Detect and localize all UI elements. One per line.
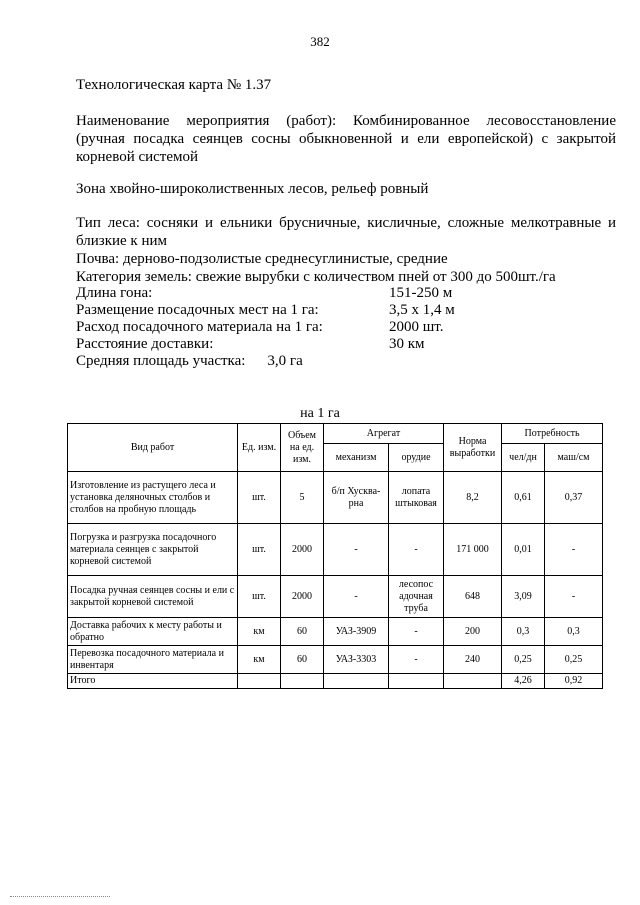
cell-mechanism: б/п Хускварна: [324, 472, 389, 524]
param-value: 3,5 x 1,4 м: [389, 302, 455, 318]
cell-tool: -: [389, 618, 444, 646]
cell-volume: 60: [281, 646, 324, 674]
cell-tool: -: [389, 524, 444, 576]
area-row: [76, 353, 616, 370]
table-row: [68, 576, 603, 618]
param-row: [76, 302, 616, 319]
cell-norm: 8,2: [444, 472, 502, 524]
header-aggregate: Агрегат: [324, 424, 444, 444]
header-man-days: чел/дн: [502, 444, 545, 472]
cell-unit: км: [238, 618, 281, 646]
header-work-type: Вид работ: [68, 424, 238, 472]
area-value: 3,0 га: [267, 353, 303, 369]
card-title: Технологическая карта № 1.37: [76, 77, 272, 93]
cell-work-name: Посадка ручная сеянцев сосны и ели с закрытой корневой системой: [68, 576, 238, 618]
site-conditions: [76, 214, 616, 286]
cell-volume: 5: [281, 472, 324, 524]
total-empty-cell: [389, 674, 444, 689]
header-norm: Норма выработки: [444, 424, 502, 472]
cell-unit: шт.: [238, 524, 281, 576]
cell-norm: 200: [444, 618, 502, 646]
cell-machine-shifts: -: [545, 576, 603, 618]
total-man-days: 4,26: [502, 674, 545, 689]
cell-unit: шт.: [238, 472, 281, 524]
header-tool: орудие: [389, 444, 444, 472]
total-row: [68, 674, 603, 689]
work-table: [67, 423, 603, 689]
cell-tool: лопата штыковая: [389, 472, 444, 524]
param-row: [76, 336, 616, 353]
param-label: Расстояние доставки:: [76, 336, 214, 352]
soil: Почва: дерново-подзолистые среднесуглинистые, средние: [76, 251, 448, 267]
forest-type: Тип леса: сосняки и ельники брусничные, кисличные, сложные мелкотравные и близкие к ним: [76, 215, 616, 249]
cell-volume: 60: [281, 618, 324, 646]
total-empty-cell: [324, 674, 389, 689]
table-row: [68, 646, 603, 674]
table-caption: на 1 га: [300, 406, 340, 421]
page-number: 382: [310, 34, 330, 49]
cell-man-days: 0,3: [502, 618, 545, 646]
cell-man-days: 0,61: [502, 472, 545, 524]
area-label: Средняя площадь участка:: [76, 353, 246, 369]
total-empty-cell: [444, 674, 502, 689]
cell-machine-shifts: 0,3: [545, 618, 603, 646]
zone-description: Зона хвойно-широколиственных лесов, рельеф ровный: [76, 181, 429, 197]
cell-norm: 240: [444, 646, 502, 674]
cell-mechanism: -: [324, 576, 389, 618]
cell-machine-shifts: -: [545, 524, 603, 576]
cell-work-name: Погрузка и разгрузка посадочного материала сеянцев с закрытой корневой системой: [68, 524, 238, 576]
table-row: [68, 472, 603, 524]
cell-mechanism: УАЗ-3909: [324, 618, 389, 646]
table-row: [68, 618, 603, 646]
param-value: 2000 шт.: [389, 319, 444, 335]
total-label: Итого: [68, 674, 238, 689]
param-label: Размещение посадочных мест на 1 га:: [76, 302, 319, 318]
cell-work-name: Изготовление из растущего леса и установка деляночных столбов и столбов на пробную площадь: [68, 472, 238, 524]
cell-volume: 2000: [281, 576, 324, 618]
cell-unit: шт.: [238, 576, 281, 618]
cell-norm: 171 000: [444, 524, 502, 576]
header-unit: Ед. изм.: [238, 424, 281, 472]
cell-volume: 2000: [281, 524, 324, 576]
param-label: Длина гона:: [76, 285, 153, 301]
total-empty-cell: [281, 674, 324, 689]
header-machine-shifts: маш/см: [545, 444, 603, 472]
param-value: 151-250 м: [389, 285, 453, 301]
cell-work-name: Перевозка посадочного материала и инвентаря: [68, 646, 238, 674]
table-row: [68, 524, 603, 576]
cell-norm: 648: [444, 576, 502, 618]
cell-machine-shifts: 0,37: [545, 472, 603, 524]
header-mechanism: механизм: [324, 444, 389, 472]
cell-man-days: 0,01: [502, 524, 545, 576]
cell-unit: км: [238, 646, 281, 674]
param-value: 30 км: [389, 336, 425, 352]
cell-tool: лесопос адочная труба: [389, 576, 444, 618]
cell-man-days: 3,09: [502, 576, 545, 618]
work-name: Наименование мероприятия (работ): Комбинированное лесовосстановление (ручная посадка сеянцев сосны обыкновенной и ели европейской) с закрытой корневой системой: [76, 113, 616, 165]
header-volume: Объем на ед. изм.: [281, 424, 324, 472]
total-machine-shifts: 0,92: [545, 674, 603, 689]
total-empty-cell: [238, 674, 281, 689]
header-need: Потребность: [502, 424, 603, 444]
cell-tool: -: [389, 646, 444, 674]
cell-mechanism: -: [324, 524, 389, 576]
param-label: Расход посадочного материала на 1 га:: [76, 319, 323, 335]
footnote-divider: [10, 896, 110, 897]
parameters-list: [76, 285, 616, 370]
land-category: Категория земель: свежие вырубки с количеством пней от 300 до 500шт./га: [76, 269, 556, 285]
cell-work-name: Доставка рабочих к месту работы и обратно: [68, 618, 238, 646]
cell-mechanism: УАЗ-3303: [324, 646, 389, 674]
param-row: [76, 319, 616, 336]
cell-man-days: 0,25: [502, 646, 545, 674]
cell-machine-shifts: 0,25: [545, 646, 603, 674]
param-row: [76, 285, 616, 302]
